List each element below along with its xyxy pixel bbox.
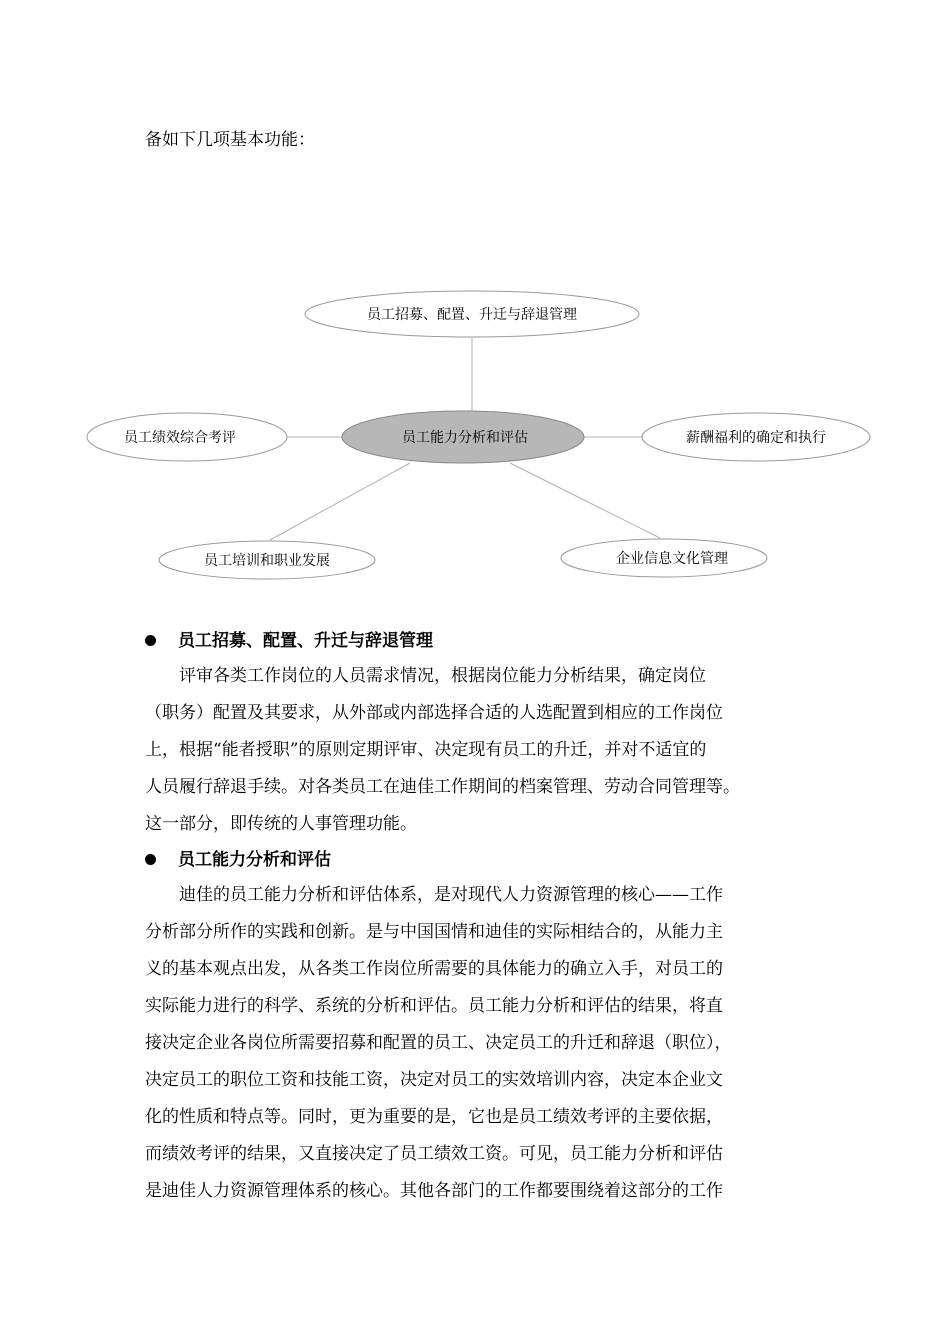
paragraph-line: 接决定企业各岗位所需要招募和配置的员工、决定员工的升迁和辞退（职位）， [145,1033,732,1053]
node-bottom-right [561,539,767,577]
paragraph-line: 评审各类工作岗位的人员需求情况，根据岗位能力分析结果，确定岗位 [179,666,706,686]
paragraph-line: 实际能力进行的科学、系统的分析和评估。员工能力分析和评估的结果，将直 [145,996,723,1016]
intro-text: 备如下几项基本功能： [145,130,315,150]
paragraph-line: 决定员工的职位工资和技能工资，决定对员工的实效培训内容，决定本企业文 [145,1070,723,1090]
connector-bottom-left [270,463,410,540]
section-recruitment [145,624,825,843]
bullet-icon [145,635,156,646]
paragraph-line: 迪佳的员工能力分析和评估体系，是对现代人力资源管理的核心——工作 [179,885,723,905]
node-left [87,413,287,461]
paragraph-line: 是迪佳人力资源管理体系的核心。其他各部门的工作都要围绕着这部分的工作 [145,1181,723,1201]
node-bottom-left [159,541,375,579]
section-heading [145,843,825,877]
paragraph-line: 分析部分所作的实践和创新。是与中国国情和迪佳的实际相结合的，从能力主 [145,922,723,942]
paragraph-line: （职务）配置及其要求，从外部或内部选择合适的人选配置到相应的工作岗位 [145,703,723,723]
node-bottom-right-label: 企业信息文化管理 [616,551,728,567]
paragraph-line: 而绩效考评的结果，又直接决定了员工绩效工资。可见，员工能力分析和评估 [145,1144,723,1164]
section-heading-text: 员工能力分析和评估 [178,850,331,870]
paragraph-line: 这一部分，即传统的人事管理功能。 [145,814,417,834]
paragraph-line: 人员履行辞退手续。对各类员工在迪佳工作期间的档案管理、劳动合同管理等。 [145,777,740,797]
section-heading-text: 员工招募、配置、升迁与辞退管理 [178,631,433,651]
section-ability-analysis [145,843,825,1210]
node-top-label: 员工招募、配置、升迁与辞退管理 [367,307,577,323]
paragraph-line: 义的基本观点出发，从各类工作岗位所需要的具体能力的确立入手，对员工的 [145,959,723,979]
node-top [305,291,639,337]
node-left-label: 员工绩效综合考评 [124,430,236,446]
paragraph-line: 上，根据“能者授职”的原则定期评审、决定现有员工的升迁，并对不适宜的 [145,740,707,760]
connector-bottom-right [510,463,660,538]
node-right-label: 薪酬福利的确定和执行 [686,430,826,446]
node-center-label: 员工能力分析和评估 [402,430,528,446]
function-diagram [0,280,950,600]
node-bottom-left-label: 员工培训和职业发展 [204,553,330,569]
document-body [145,624,825,1210]
section-heading [145,624,825,658]
bullet-icon [145,854,156,865]
node-right [642,413,870,461]
paragraph-line: 化的性质和特点等。同时，更为重要的是，它也是员工绩效考评的主要依据， [145,1107,723,1127]
node-center [342,411,584,463]
